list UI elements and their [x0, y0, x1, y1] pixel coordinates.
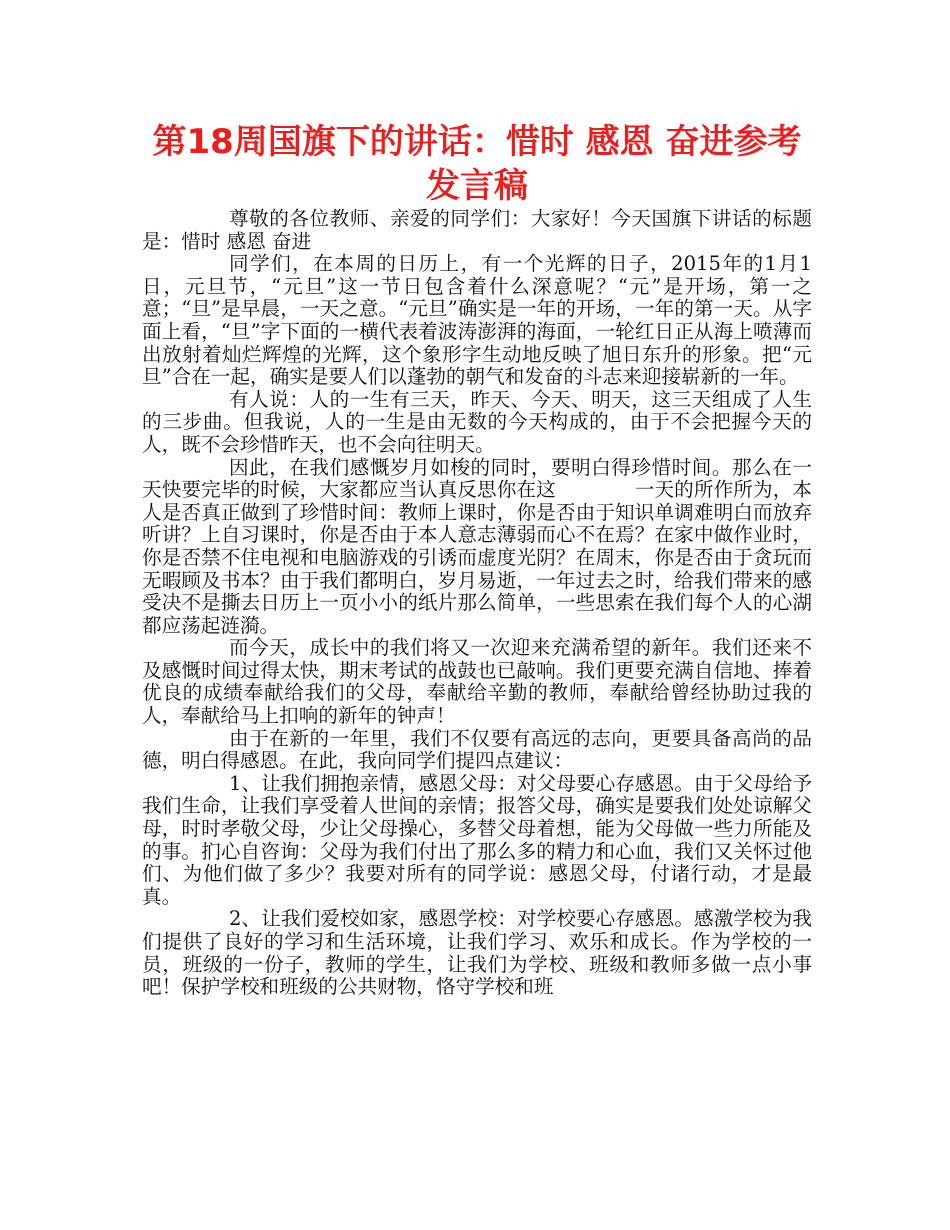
document-body [142, 208, 812, 999]
document-page [142, 120, 812, 999]
paragraph-suggestion-1: 1、让我们拥抱亲情，感恩父母：对父母要心存感恩。由于父母给予我们生命，让我们享受着人世间的亲情；报答父母，确实是要我们处处谅解父母，时时孝敬父母，少让父母操心，多替父母着想，能为父母做一些力所能及的事。扪心自咨询：父母为我们付出了那么多的精力和心血，我们又关怀过他们、为他们做了多少？我要对所有的同学说：感恩父母，付诸行动，才是最真。 [142, 771, 812, 908]
paragraph-gratitude: 由于在新的一年里，我们不仅要有高远的志向，更要具备高尚的品德，明白得感恩。在此，我向同学们提四点建议： [142, 726, 812, 773]
paragraph-suggestion-2: 2、让我们爱校如家，感恩学校：对学校要心存感恩。感激学校为我们提供了良好的学习和生活环境，让我们学习、欢乐和成长。作为学校的一员，班级的一份子，教师的学生，让我们为学校、班级和教师多做一点小事吧！保护学校和班级的公共财物，恪守学校和班 [142, 907, 812, 999]
paragraph-new-hope: 而今天，成长中的我们将又一次迎来充满希望的新年。我们还来不及感慨时间过得太快，期末考试的战鼓也已敲响。我们更要充满自信地、捧着优良的成绩奉献给我们的父母，奉献给辛勤的教师，奉献给曾经协助过我的人，奉献给马上扣响的新年的钟声！ [142, 636, 812, 728]
paragraph-greeting: 尊敬的各位教师、亲爱的同学们：大家好！今天国旗下讲话的标题是：惜时 感恩 奋进 [142, 207, 812, 253]
paragraph-new-year: 同学们，在本周的日历上，有一个光辉的日子，2015年的1月1日，元旦节，“元旦”这一节日包含着什么深意呢？“元”是开场，第一之意；“旦”是早晨，一天之意。“元旦”确实是一年的开场，一年的第一天。从字面上看，“旦”字下面的一横代表着波涛澎湃的海面，一轮红日正从海上喷薄而出放射着灿烂辉煌的光辉，这个象形字生动地反映了旭日东升的形象。把“元旦”合在一起，确实是要人们以蓬勃的朝气和发奋的斗志来迎接崭新的一年。 [142, 252, 812, 389]
paragraph-cherish-time: 因此，在我们感慨岁月如梭的同时，要明白得珍惜时间。那么在一天快要完毕的时候，大家都应当认真反思你在这 一天的所作所为，本人是否真正做到了珍惜时间：教师上课时，你是否由于知识单调难明白而放弃听讲？上自习课时，你是否由于本人意志薄弱而心不在焉？在家中做作业时，你是否禁不住电视和电脑游戏的引诱而虚度光阴？在周末，你是否由于贪玩而无暇顾及书本？由于我们都明白，岁月易逝，一年过去之时，给我们带来的感受决不是撕去日历上一页小小的纸片那么简单，一些思索在我们每个人的心湖都应荡起涟漪。 [142, 455, 812, 637]
paragraph-three-days: 有人说：人的一生有三天，昨天、今天、明天，这三天组成了人生的三步曲。但我说，人的一生是由无数的今天构成的，由于不会把握今天的人，既不会珍惜昨天，也不会向往明天。 [142, 387, 812, 456]
document-title: 第18周国旗下的讲话：惜时 感恩 奋进参考发言稿 [152, 122, 802, 206]
